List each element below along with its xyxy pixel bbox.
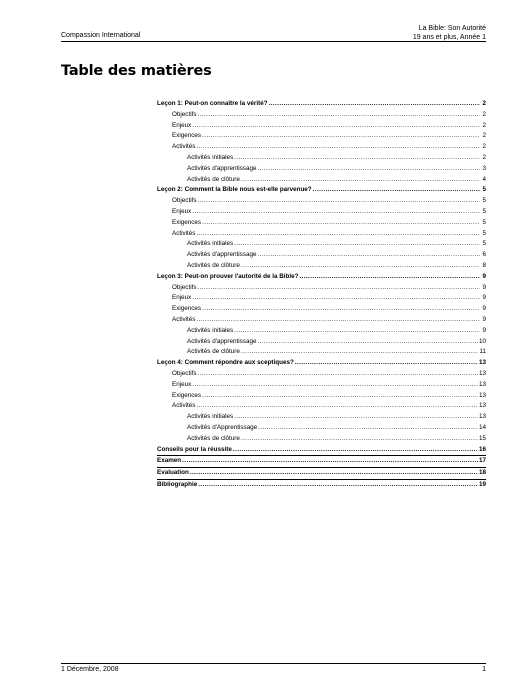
header-doc-subtitle: 19 ans et plus, Année 1 (412, 33, 486, 41)
toc-entry-page: 2 (482, 143, 486, 151)
toc-entry-page: 2 (482, 100, 486, 107)
toc-entry-page: 8 (482, 261, 486, 269)
toc-entry[interactable] (157, 164, 486, 175)
toc-entry-page: 13 (478, 359, 486, 367)
toc-dot-leader (192, 207, 480, 218)
toc-dot-leader (241, 347, 479, 358)
toc-heading-entry[interactable] (157, 468, 486, 480)
toc-dot-leader (233, 445, 478, 456)
toc-entry-page: 13 (478, 380, 486, 388)
toc-entry-page: 13 (478, 413, 486, 421)
toc-entry-page: 15 (478, 434, 486, 442)
toc-entry-page: 9 (482, 272, 486, 280)
toc-entry[interactable] (157, 401, 486, 412)
toc-entry-title: Examen (157, 457, 182, 465)
toc-entry-page: 10 (478, 337, 486, 345)
toc-entry-title: Activités initiales (187, 413, 234, 421)
toc-entry-page: 17 (478, 457, 486, 465)
toc-entry-title: Activités initiales (187, 153, 234, 161)
toc-entry-title: Exigences (172, 132, 202, 140)
toc-dot-leader (241, 261, 480, 272)
toc-entry-title: Activités de clôture (187, 434, 240, 442)
toc-entry-title: Exigences (172, 218, 202, 226)
toc-entry-title: Conseils pour la réussite (157, 445, 232, 453)
toc-entry[interactable] (157, 229, 486, 240)
toc-entry-title: Enjeux (172, 207, 192, 215)
toc-dot-leader (295, 358, 478, 369)
header-divider (61, 41, 486, 42)
toc-entry-title: Objectifs (172, 283, 197, 291)
toc-entry-page: 5 (482, 229, 486, 237)
toc-entry-page: 19 (478, 480, 486, 488)
toc-entry-title: Activités initiales (187, 240, 234, 248)
toc-entry-title: Exigences (172, 391, 202, 399)
toc-entry-page: 5 (482, 197, 486, 205)
toc-entry-page: 13 (478, 369, 486, 377)
header-organization: Compassion International (61, 32, 141, 39)
toc-entry-title: Objectifs (172, 369, 197, 377)
toc-entry[interactable] (157, 142, 486, 153)
toc-dot-leader (192, 380, 478, 391)
toc-entry-page: 4 (482, 175, 486, 183)
toc-entry[interactable] (157, 293, 486, 304)
toc-heading-entry[interactable] (157, 358, 486, 369)
toc-entry-title: Objectifs (172, 110, 197, 118)
toc-entry-title: Leçon 2: Comment la Bible nous est-elle parvenue? (157, 186, 312, 194)
toc-entry-page: 9 (482, 305, 486, 313)
toc-entry-title: Activités d'Apprentissage (187, 423, 258, 431)
toc-entry[interactable] (157, 131, 486, 142)
toc-entry-page: 14 (478, 423, 486, 431)
toc-dot-leader (258, 423, 478, 434)
toc-dot-leader (196, 142, 480, 153)
footer-date: 1 Décembre, 2008 (61, 666, 119, 673)
footer-page-number: 1 (482, 666, 486, 673)
toc-entry-page: 6 (482, 251, 486, 259)
header-doc-title: La Bible: Son Autorité (418, 25, 486, 32)
toc-heading-entry[interactable] (157, 445, 486, 457)
toc-entry[interactable] (157, 175, 486, 186)
toc-entry-page: 2 (482, 132, 486, 140)
toc-entry-page: 9 (482, 315, 486, 323)
toc-entry[interactable] (157, 412, 486, 423)
toc-dot-leader (202, 218, 480, 229)
toc-heading-entry[interactable] (157, 480, 486, 491)
toc-entry[interactable] (157, 283, 486, 294)
toc-entry-page: 13 (478, 402, 486, 410)
toc-dot-leader (299, 272, 480, 283)
table-of-contents (157, 99, 486, 491)
toc-dot-leader (234, 239, 480, 250)
toc-dot-leader (257, 337, 478, 348)
toc-dot-leader (198, 369, 478, 380)
toc-dot-leader (234, 153, 480, 164)
toc-entry-title: Activités (172, 402, 196, 410)
toc-dot-leader (202, 131, 480, 142)
toc-entry[interactable] (157, 391, 486, 402)
toc-heading-entry[interactable] (157, 456, 486, 468)
toc-entry-page: 3 (482, 164, 486, 172)
toc-entry[interactable] (157, 261, 486, 272)
toc-entry[interactable] (157, 304, 486, 315)
toc-entry-title: Activités d'apprentissage (187, 251, 257, 259)
toc-dot-leader (182, 456, 478, 467)
toc-dot-leader (202, 391, 478, 402)
toc-entry-page: 2 (482, 153, 486, 161)
toc-entry-title: Enjeux (172, 121, 192, 129)
toc-entry-page: 2 (482, 121, 486, 129)
toc-entry[interactable] (157, 315, 486, 326)
toc-entry[interactable] (157, 380, 486, 391)
toc-entry[interactable] (157, 347, 486, 358)
toc-entry-title: Leçon 4: Comment répondre aux sceptiques? (157, 359, 294, 367)
toc-entry[interactable] (157, 369, 486, 380)
toc-entry-page: 11 (479, 348, 486, 356)
toc-entry-title: Activités (172, 229, 196, 237)
toc-entry-title: Activités de clôture (187, 261, 240, 269)
toc-heading-entry[interactable] (157, 272, 486, 283)
toc-entry-title: Activités de clôture (187, 175, 240, 183)
toc-entry-title: Objectifs (172, 197, 197, 205)
toc-entry[interactable] (157, 423, 486, 434)
toc-entry[interactable] (157, 153, 486, 164)
toc-entry-title: Evaluation (157, 469, 189, 477)
toc-entry-page: 5 (482, 218, 486, 226)
toc-entry-title: Activités initiales (187, 326, 234, 334)
toc-dot-leader (269, 99, 480, 110)
toc-entry[interactable] (157, 110, 486, 121)
toc-entry[interactable] (157, 218, 486, 229)
toc-heading-entry[interactable] (157, 185, 486, 196)
toc-dot-leader (234, 412, 478, 423)
toc-entry-page: 5 (482, 207, 486, 215)
toc-title: Table des matières (61, 63, 212, 79)
toc-entry-title: Enjeux (172, 380, 192, 388)
toc-dot-leader (257, 164, 480, 175)
toc-dot-leader (192, 293, 480, 304)
toc-dot-leader (198, 283, 481, 294)
toc-entry-title: Leçon 3: Peut-on prouver l'autorité de la Bible? (157, 272, 299, 280)
toc-entry-title: Activités (172, 143, 196, 151)
toc-dot-leader (196, 315, 480, 326)
toc-entry-title: Bibliographie (157, 480, 198, 488)
toc-entry[interactable] (157, 239, 486, 250)
toc-entry-page: 5 (482, 186, 486, 194)
toc-dot-leader (198, 480, 478, 491)
toc-dot-leader (241, 434, 478, 445)
toc-dot-leader (234, 326, 480, 337)
toc-entry-page: 9 (482, 283, 486, 291)
toc-entry[interactable] (157, 196, 486, 207)
toc-entry[interactable] (157, 250, 486, 261)
toc-dot-leader (257, 250, 480, 261)
toc-entry[interactable] (157, 326, 486, 337)
toc-entry-page: 2 (482, 110, 486, 118)
toc-entry[interactable] (157, 337, 486, 348)
toc-entry-page: 18 (478, 469, 486, 477)
toc-dot-leader (313, 185, 480, 196)
toc-entry-title: Leçon 1: Peut-on connaître la vérité? (157, 100, 268, 107)
toc-dot-leader (202, 304, 480, 315)
header-document-info (413, 25, 486, 42)
toc-entry-page: 9 (482, 326, 486, 334)
toc-entry-title: Activités de clôture (187, 348, 240, 356)
toc-dot-leader (196, 401, 478, 412)
toc-dot-leader (241, 175, 480, 186)
toc-dot-leader (198, 110, 481, 121)
toc-dot-leader (198, 196, 481, 207)
toc-dot-leader (196, 229, 480, 240)
toc-entry-page: 13 (478, 391, 486, 399)
toc-entry[interactable] (157, 207, 486, 218)
toc-entry-title: Exigences (172, 305, 202, 313)
toc-entry[interactable] (157, 121, 486, 132)
toc-entry-title: Activités (172, 315, 196, 323)
toc-heading-entry[interactable] (157, 99, 486, 110)
toc-entry-page: 5 (482, 240, 486, 248)
toc-entry-title: Enjeux (172, 294, 192, 302)
footer-divider (61, 663, 486, 664)
toc-dot-leader (192, 121, 480, 132)
toc-entry-page: 16 (478, 445, 486, 453)
toc-dot-leader (190, 468, 478, 479)
toc-entry[interactable] (157, 434, 486, 445)
toc-entry-page: 9 (482, 294, 486, 302)
toc-entry-title: Activités d'apprentissage (187, 337, 257, 345)
toc-entry-title: Activités d'apprentissage (187, 164, 257, 172)
